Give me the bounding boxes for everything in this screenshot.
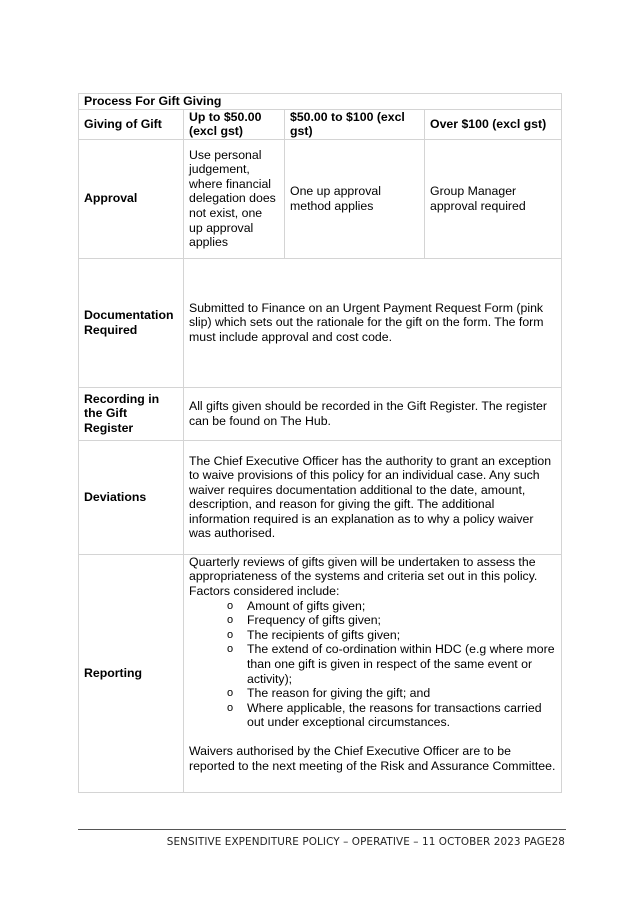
approval-row	[79, 139, 562, 258]
approval-over-100: Group Manager approval required	[425, 139, 562, 258]
row-label-deviations: Deviations	[79, 440, 184, 554]
reporting-closing: Waivers authorised by the Chief Executive Officer are to be reported to the next meeting of the Risk and Assurance Committee.	[189, 743, 556, 773]
approval-up-to-50: Use personal judgement, where financial delegation does not exist, one up approval applies	[184, 139, 285, 258]
deviations-text: The Chief Executive Officer has the authority to grant an exception to waive provisions of this policy for an individual case. Any such waiver requires documentation additional to the date, amount, description, and reason for giving the gift. The additional information required is an explanation as to why a policy waiver was authorised.	[184, 440, 562, 554]
factor-text: Amount of gifts given;	[247, 598, 366, 613]
reporting-factors-list	[189, 599, 556, 730]
factor-text: Where applicable, the reasons for transactions carried out under exceptional circumstances.	[247, 700, 542, 730]
gift-giving-table	[78, 93, 562, 793]
list-item	[227, 628, 556, 643]
column-header-up-to-50: Up to $50.00 (excl gst)	[184, 109, 285, 139]
column-header-50-to-100: $50.00 to $100 (excl gst)	[285, 109, 425, 139]
list-item	[227, 613, 556, 628]
recording-row	[79, 387, 562, 440]
factor-text: Frequency of gifts given;	[247, 613, 381, 628]
list-item	[227, 701, 556, 730]
reporting-row	[79, 554, 562, 792]
table-header-row	[79, 109, 562, 139]
row-label-documentation: Documentation Required	[79, 258, 184, 387]
circle-bullet-icon: o	[227, 599, 234, 612]
column-header-over-100: Over $100 (excl gst)	[425, 109, 562, 139]
page-footer: SENSITIVE EXPENDITURE POLICY – OPERATIVE – 11 OCTOBER 2023 PAGE28	[166, 836, 565, 848]
approval-50-to-100: One up approval method applies	[285, 139, 425, 258]
deviations-row	[79, 440, 562, 554]
row-label-recording: Recording in the Gift Register	[79, 387, 184, 440]
circle-bullet-icon: o	[227, 628, 234, 641]
reporting-cell	[184, 554, 562, 792]
table-title-row	[79, 94, 562, 110]
row-label-reporting: Reporting	[79, 554, 184, 792]
table-title: Process For Gift Giving	[79, 94, 562, 110]
documentation-row	[79, 258, 562, 387]
circle-bullet-icon: o	[227, 614, 234, 627]
factor-text: The reason for giving the gift; and	[247, 686, 431, 701]
reporting-spacer	[189, 730, 556, 744]
list-item	[227, 599, 556, 614]
factor-text: The recipients of gifts given;	[247, 627, 401, 642]
footer-divider	[78, 829, 566, 830]
recording-text: All gifts given should be recorded in the Gift Register. The register can be found on The Hub.	[184, 387, 562, 440]
factor-text: The extend of co-ordination within HDC (e.g where more than one gift is given in respect of the same event or activity);	[247, 642, 555, 686]
row-label-approval: Approval	[79, 139, 184, 258]
row-label-giving-of-gift: Giving of Gift	[79, 109, 184, 139]
circle-bullet-icon: o	[227, 701, 234, 714]
circle-bullet-icon: o	[227, 687, 234, 700]
list-item	[227, 642, 556, 686]
reporting-intro: Quarterly reviews of gifts given will be undertaken to assess the appropriateness of the systems and criteria set out in this policy. Factors considered include:	[189, 554, 538, 598]
list-item	[227, 686, 556, 701]
circle-bullet-icon: o	[227, 643, 234, 656]
documentation-text: Submitted to Finance on an Urgent Payment Request Form (pink slip) which sets out the rationale for the gift on the form. The form must include approval and cost code.	[184, 258, 562, 387]
